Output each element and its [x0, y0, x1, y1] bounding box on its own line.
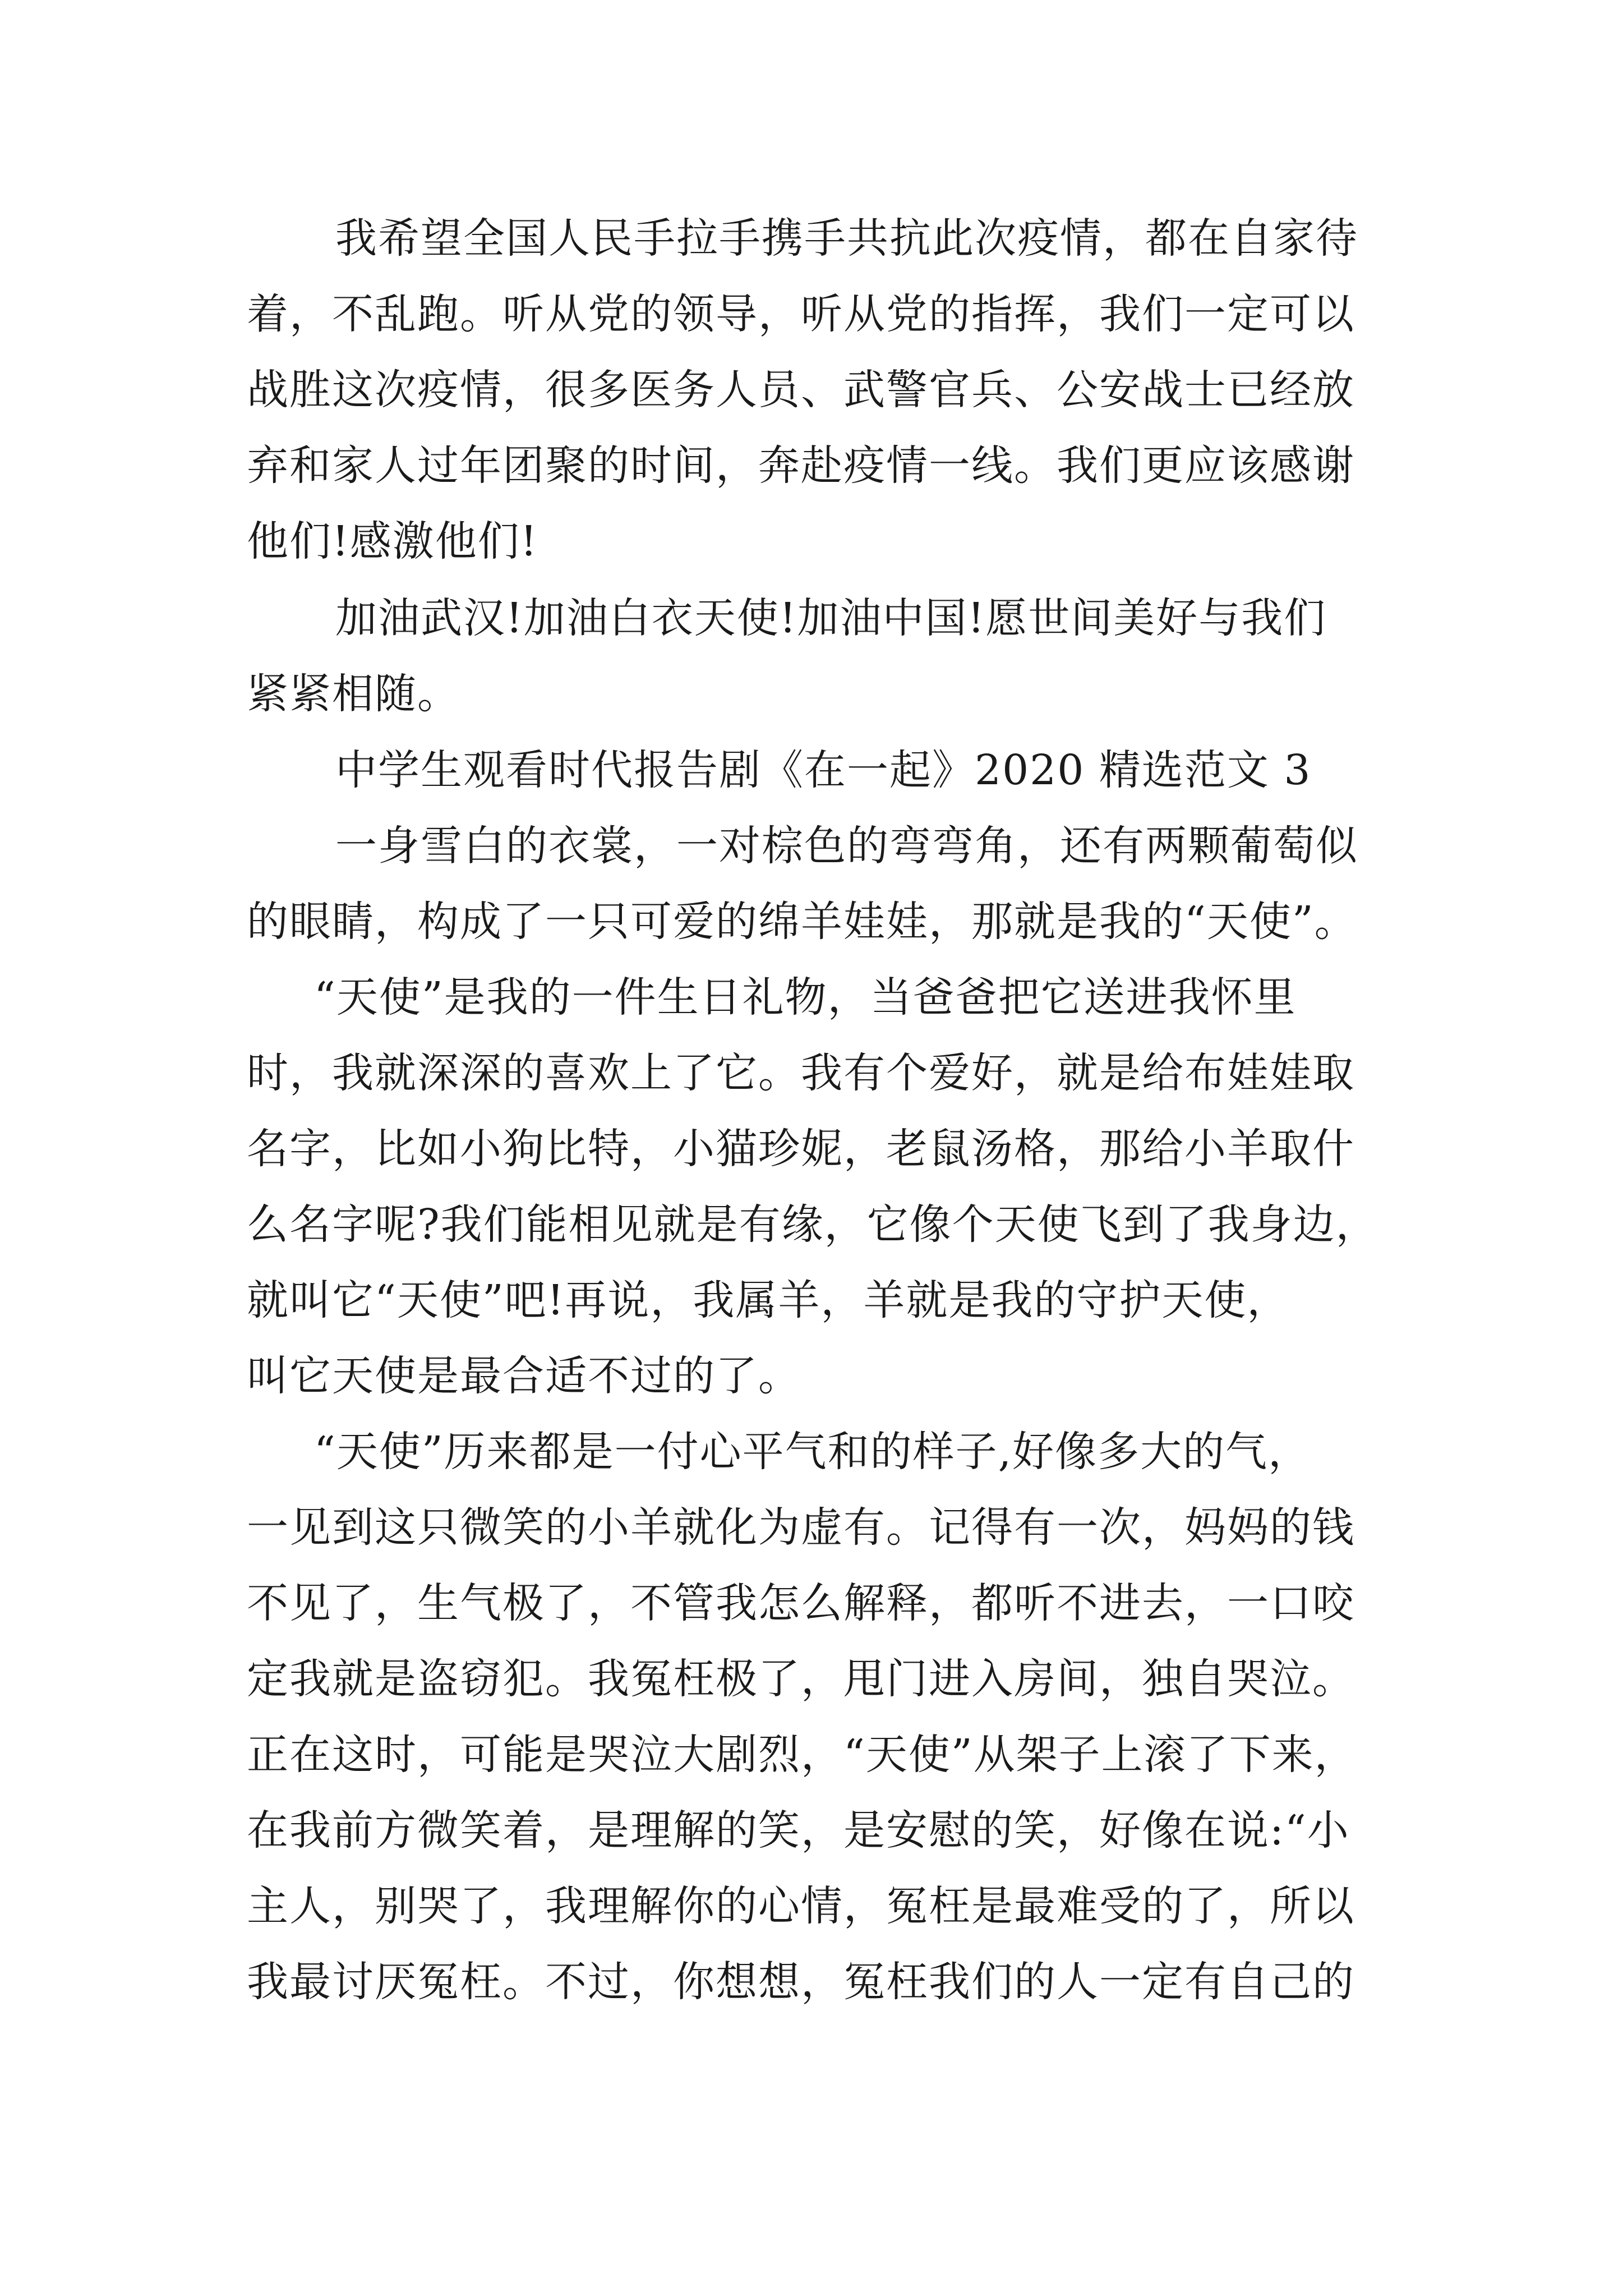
text-line: 我希望全国人民手拉手携手共抗此次疫情，都在自家待 [335, 214, 1358, 263]
text-line: 加油武汉!加油白衣天使!加油中国!愿世间美好与我们 [335, 594, 1327, 642]
text-line: 正在这时，可能是哭泣大剧烈，“天使”从架子上滚了下来， [247, 1731, 1357, 1779]
text-line: 弃和家人过年团聚的时间，奔赴疫情一线。我们更应该感谢 [247, 441, 1355, 490]
text-line: 定我就是盗窃犯。我冤枉极了，甩门进入房间，独自哭泣。 [247, 1655, 1355, 1703]
section-heading: 中学生观看时代报告剧《在一起》2020 精选范文 3 [335, 746, 1312, 794]
text-line: 的眼睛，构成了一只可爱的绵羊娃娃，那就是我的“天使”。 [247, 898, 1357, 946]
text-line: 不见了，生气极了，不管我怎么解释，都听不进去，一口咬 [247, 1579, 1355, 1627]
text-line: 就叫它“天使”吧!再说，我属羊，羊就是我的守护天使， [247, 1276, 1290, 1324]
text-line: 一见到这只微笑的小羊就化为虚有。记得有一次，妈妈的钱 [247, 1503, 1355, 1552]
text-line: “天使”历来都是一付心平气和的样子,好像多大的气， [314, 1428, 1311, 1476]
text-line: 么名字呢?我们能相见就是有缘，它像个天使飞到了我身边， [247, 1200, 1378, 1249]
text-line: 他们!感激他们! [247, 517, 538, 565]
text-line: 战胜这次疫情，很多医务人员、武警官兵、公安战士已经放 [247, 366, 1355, 414]
text-line: 紧紧相随。 [247, 670, 460, 718]
text-line: 一身雪白的衣裳，一对棕色的弯弯角，还有两颗葡萄似 [335, 822, 1358, 870]
text-line: 在我前方微笑着，是理解的笑，是安慰的笑，好像在说:“小 [247, 1806, 1350, 1855]
text-line: “天使”是我的一件生日礼物，当爸爸把它送进我怀里 [314, 973, 1297, 1022]
text-line: 着，不乱跑。听从党的领导，听从党的指挥，我们一定可以 [247, 290, 1355, 338]
text-line: 主人，别哭了，我理解你的心情，冤枉是最难受的了，所以 [247, 1882, 1355, 1930]
text-line: 叫它天使是最合适不过的了。 [247, 1352, 801, 1400]
text-line: 我最讨厌冤枉。不过，你想想，冤枉我们的人一定有自己的 [247, 1958, 1355, 2006]
text-line: 名字，比如小狗比特，小猫珍妮，老鼠汤格，那给小羊取什 [247, 1125, 1355, 1173]
text-line: 时，我就深深的喜欢上了它。我有个爱好，就是给布娃娃取 [247, 1049, 1355, 1097]
